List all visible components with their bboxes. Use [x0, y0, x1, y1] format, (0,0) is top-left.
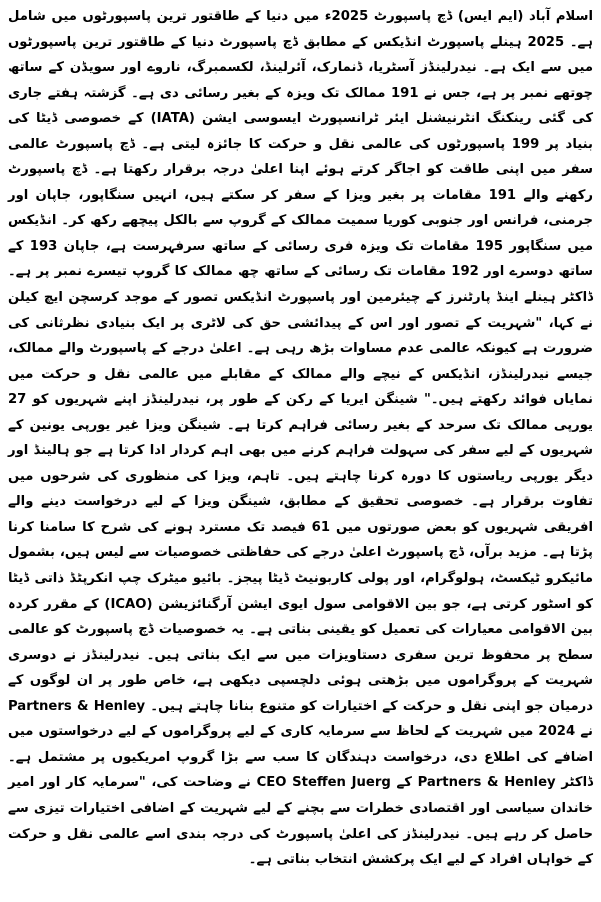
- article-body: اسلام آباد (ایم ایس) ڈچ پاسپورٹ 2025ء میں دنیا کے طاقتور ترین پاسپورٹوں میں شامل ہے۔ 2025 ہینلے پاسپورٹ انڈیکس کے مطابق ڈچ پاسپورٹ دنیا کے طاقتور ترین پاسپورٹوں میں سے ایک ہے۔ نیدرلینڈز آسٹریا، ڈنمارک، آئرلینڈ، لکسمبرگ، ناروے اور سویڈن کے ساتھ چوتھے نمبر پر ہے، جس نے 191 ممالک تک ویزہ کے بغیر رسائی دی ہے۔ گزشتہ ہفتے جاری کی گئی رینکنگ انٹرنیشنل ایئر ٹرانسپورٹ ایسوسی ایشن (IATA) کے خصوصی ڈیٹا کی بنیاد پر 199 پاسپورٹوں کی عالمی نقل و حرکت کا جائزہ لیتی ہے۔ ڈچ پاسپورٹ عالمی سفر میں اپنی طاقت کو اجاگر کرتے ہوئے اپنا اعلیٰ درجہ برقرار رکھتا ہے۔ ڈچ پاسپورٹ رکھنے والے 191 مقامات پر بغیر ویزا کے سفر کر سکتے ہیں، انہیں سنگاپور، جاپان اور جرمنی، فرانس اور جنوبی کوریا سمیت ممالک کے گروپ سے بالکل پیچھے رکھ کر۔ انڈیکس میں سنگاپور 195 مقامات تک ویزہ فری رسائی کے ساتھ سرفہرست ہے، جاپان 193 کے ساتھ دوسرے اور 192 مقامات تک رسائی کے ساتھ چھ ممالک کا گروپ تیسرے نمبر پر ہے۔ ڈاکٹر ہینلے اینڈ پارٹنرز کے چیئرمین اور پاسپورٹ انڈیکس تصور کے موجد کرسچن ایچ کیلن نے کہا، "شہریت کے تصور اور اس کے پیدائشی حق کی لاٹری پر ایک بنیادی نظرثانی کی ضرورت ہے کیونکہ عالمی عدم مساوات بڑھ رہی ہے۔ اعلیٰ درجے کے پاسپورٹ والے ممالک، جیسے نیدرلینڈز، انڈیکس کے نیچے والے ممالک کے مقابلے میں عالمی نقل و حرکت میں نمایاں فوائد رکھتے ہیں۔" شینگن ایریا کے رکن کے طور پر، نیدرلینڈز اپنے شہریوں کو 27 یورپی ممالک تک سرحد کے بغیر رسائی فراہم کرتا ہے۔ شینگن ویزا غیر یورپی یونین کے شہریوں کے لیے سفر کی سہولت فراہم کرنے میں بھی اہم کردار ادا کرتا ہے جو ہالینڈ اور دیگر یورپی ریاستوں کا دورہ کرنا چاہتے ہیں۔ تاہم، ویزا کی منظوری کی شرحوں میں تفاوت برقرار ہے۔ خصوصی تحقیق کے مطابق، شینگن ویزا کے لیے درخواست دینے والے افریقی شہریوں کو بعض صورتوں میں 61 فیصد تک مسترد ہونے کی شرح کا سامنا کرنا پڑتا ہے۔ مزید برآں، ڈچ پاسپورٹ اعلیٰ درجے کی حفاظتی خصوصیات سے لیس ہیں، بشمول مائیکرو ٹیکسٹ، ہولوگرام، اور پولی کاربونیٹ ڈیٹا پیجز۔ بائیو میٹرک چپ انکرپٹڈ ذاتی ڈیٹا کو اسٹور کرتی ہے، جو بین الاقوامی سول ایوی ایشن آرگنائزیشن (ICAO) کے مقرر کردہ بین الاقوامی معیارات کی تعمیل کو یقینی بناتی ہے۔ یہ خصوصیات ڈچ پاسپورٹ کو عالمی سطح پر محفوظ ترین سفری دستاویزات میں سے ایک بناتی ہیں۔ نیدرلینڈز نے دوسری شہریت کے پروگراموں میں بڑھتی ہوئی دلچسپی دیکھی ہے، خاص طور پر ان لوگوں کے درمیان جو اپنی نقل و حرکت کے اختیارات کو متنوع بنانا چاہتے ہیں۔ Partners & Henley نے 2024 میں شہریت کے لحاظ سے سرمایہ کاری کے لیے پروگراموں کے لیے درخواستوں میں اضافے کی اطلاع دی، درخواست دہندگان کا سب سے بڑا گروپ امریکیوں پر مشتمل ہے۔ ڈاکٹر Partners & Henley کے CEO Steffen Juerg نے وضاحت کی، "سرمایہ کار اور امیر خاندان سیاسی اور اقتصادی خطرات سے بچنے کے لیے شہریت کے اضافی اختیارات تیزی سے حاصل کر رہے ہیں۔ نیدرلینڈز کی اعلیٰ پاسپورٹ کی درجہ بندی اسے عالمی نقل و حرکت کے خواہاں افراد کے لیے ایک پرکشش انتخاب بناتی ہے۔: [8, 9, 594, 868]
